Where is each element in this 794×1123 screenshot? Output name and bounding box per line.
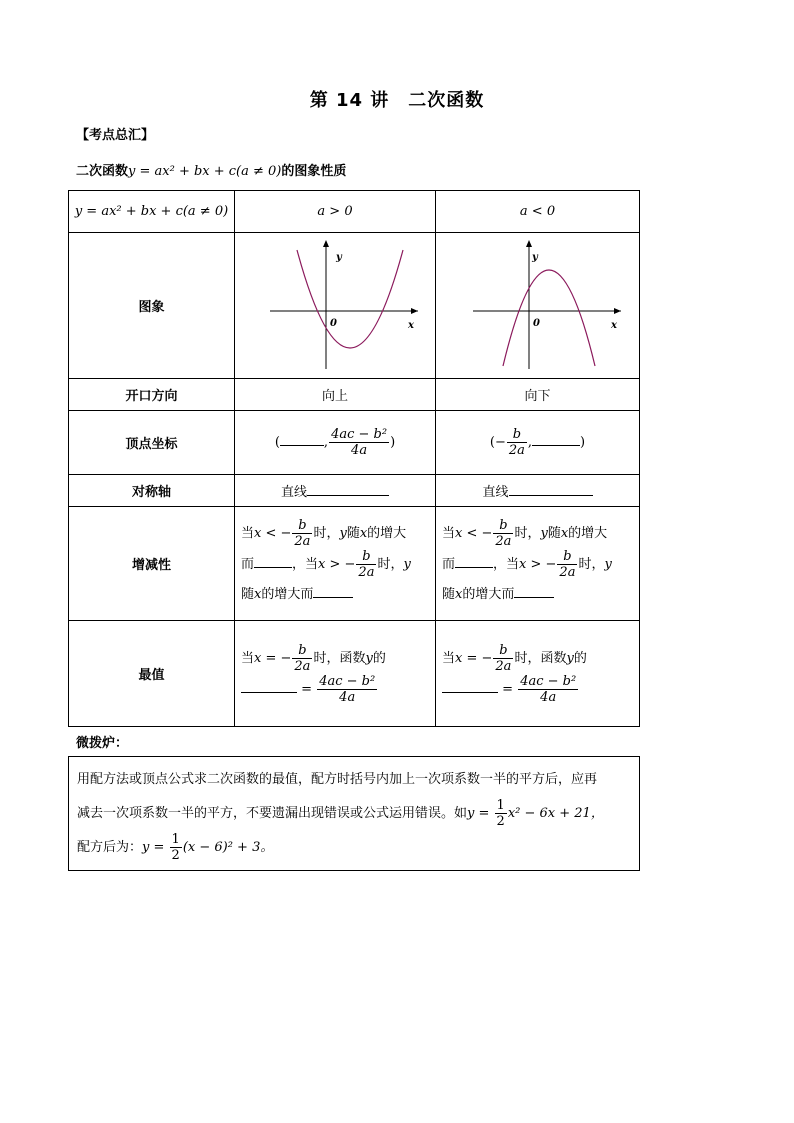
- subtitle-pre: 二次函数: [76, 164, 129, 179]
- properties-table: [68, 190, 640, 727]
- blank: [280, 444, 324, 446]
- origin-label: 0: [532, 317, 540, 329]
- y-axis-arrow-icon: [526, 240, 532, 247]
- origin-label: 0: [330, 317, 337, 329]
- fraction-denominator: 2a: [508, 443, 525, 458]
- y-axis-arrow-icon: [323, 240, 329, 247]
- tip-line-2: 减去一次项系数一半的平方，不要遗漏出现错误或公式运用错误。如y = $\frac{1}{2}$ x² − 6x + 21，: [77, 798, 604, 829]
- fraction-numerator: b: [507, 427, 527, 443]
- fraction-denominator: 4a: [351, 443, 368, 458]
- blank: [532, 444, 580, 446]
- axis-text: 直线: [280, 485, 307, 500]
- monotonicity-negative: 当x < − $\frac{b}{2a}$ 时，y随x的增大 而 ，当x > − $\frac{b}{2a}$ 时，y 随x的增大而: [436, 507, 640, 621]
- page-title: 第 14 讲 二次函数: [309, 90, 485, 111]
- vertex-negative: (− $\frac{b}{2a}$ , ): [436, 411, 640, 475]
- tip-box: [68, 756, 640, 871]
- axis-positive: [235, 475, 436, 507]
- x-axis-arrow-icon: [411, 308, 418, 314]
- monotonicity-label: 增减性: [69, 507, 235, 621]
- tip-line-3: 配方后为：y = $\frac{1}{2}$ (x − 6)² + 3。: [77, 832, 274, 863]
- header-a-positive: a > 0: [317, 204, 353, 219]
- monotonicity-row: [69, 507, 640, 621]
- tip-line-1: 用配方法或顶点公式求二次函数的最值，配方时括号内加上一次项系数一半的平方后，应再: [77, 772, 598, 787]
- tip-label: 微拨炉：: [76, 736, 129, 751]
- header-a-negative: a < 0: [519, 204, 556, 219]
- blank: [509, 494, 593, 496]
- opening-row: [69, 379, 640, 411]
- opening-positive: 向上: [235, 379, 436, 411]
- section-heading: 【考点总汇】: [76, 128, 155, 143]
- axis-label: 对称轴: [69, 475, 235, 507]
- axis-negative: [436, 475, 640, 507]
- opening-negative: 向下: [436, 379, 640, 411]
- y-axis-label: y: [531, 251, 538, 263]
- subtitle-post: 的图象性质: [281, 164, 347, 179]
- header-row: [69, 191, 640, 233]
- extremum-negative: 当x = − $\frac{b}{2a}$ 时，函数y的 = $\frac{\text{4ac − b²}}{4a}$: [436, 621, 640, 727]
- x-axis-arrow-icon: [614, 308, 621, 314]
- parabola-curve: [297, 250, 403, 348]
- y-axis-label: y: [336, 251, 342, 263]
- graph-label: 图象: [69, 233, 235, 379]
- monotonicity-positive: 当x < − $\frac{b}{2a}$ 时，y随x的增大 而 ，当x > − $\frac{b}{2a}$ 时，y 随x的增大而: [235, 507, 436, 621]
- graph-row: [69, 233, 640, 379]
- x-axis-label: x: [408, 319, 414, 331]
- table-subtitle: [76, 160, 346, 179]
- vertex-positive: ( , $\frac{\text{4ac − b²}}{4a}$ ): [235, 411, 436, 475]
- vertex-row: [69, 411, 640, 475]
- vertex-label: 顶点坐标: [69, 411, 235, 475]
- extremum-positive: 当x = − $\frac{b}{2a}$ 时，函数y的 = $\frac{\text{4ac − b²}}{4a}$: [235, 621, 436, 727]
- blank: [307, 494, 389, 496]
- fraction-numerator: 4ac − b²: [331, 427, 388, 442]
- header-formula: y = ax² + bx + c(a ≠ 0): [74, 204, 229, 219]
- extremum-row: [69, 621, 640, 727]
- upward-parabola-graph: [250, 234, 420, 374]
- axis-row: [69, 475, 640, 507]
- parabola-curve: [503, 270, 595, 366]
- extremum-label: 最值: [69, 621, 235, 727]
- opening-label: 开口方向: [69, 379, 235, 411]
- x-axis-label: x: [610, 319, 617, 331]
- subtitle-formula: y = ax² + bx + c(a ≠ 0): [128, 164, 282, 179]
- axis-text: 直线: [482, 485, 509, 500]
- downward-parabola-graph: [453, 234, 623, 374]
